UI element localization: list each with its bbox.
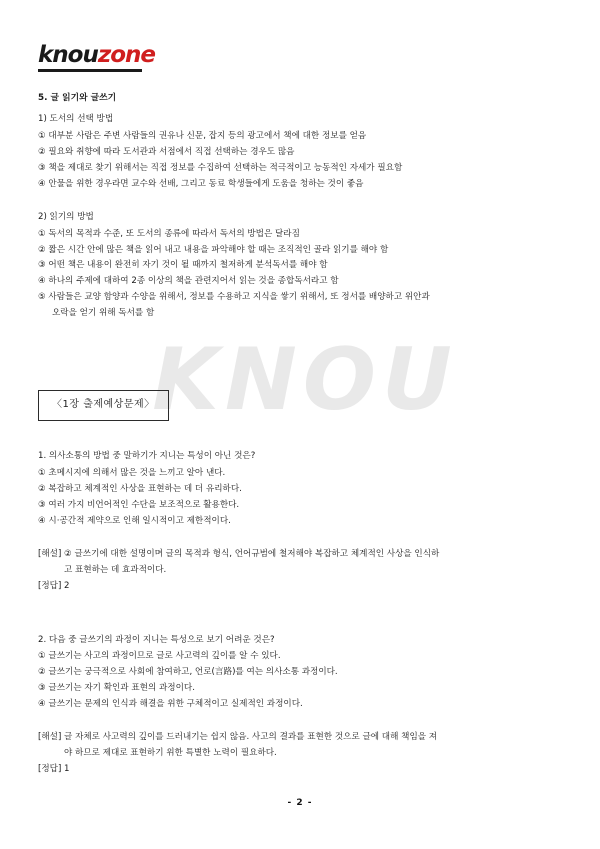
- subsection-2-item: ③ 어떤 책은 내용이 완전히 자기 것이 될 때까지 철저하게 분석독서를 해야 함: [38, 260, 328, 271]
- question-option: ④ 시·공간적 제약으로 인해 일시적이고 제한적이다.: [38, 516, 231, 527]
- question-option: ② 복잡하고 체계적인 사상을 표현하는 데 더 유리하다.: [38, 484, 242, 495]
- question-1: [38, 449, 562, 594]
- subsection-1-item: ④ 안물을 위한 경우라면 교수와 선배, 그리고 동료 학생들에게 도움을 청하는 것이 좋음: [38, 178, 364, 189]
- document-body: [38, 90, 562, 778]
- watermark: KNOU: [152, 330, 458, 430]
- subsection-1-item: ① 대부분 사람은 주변 사람들의 권유나 신문, 잡지 등의 광고에서 책에 대한 정보를 얻음: [38, 131, 367, 142]
- page-number: - 2 -: [287, 798, 313, 808]
- question-explanation: [해설] 글 자체로 사고력의 깊이를 드러내기는 쉽지 않음. 사고의 결과를 표현한 것으로 글에 대해 책임을 져: [38, 732, 438, 743]
- spacer: [38, 193, 562, 210]
- question-option: ① 초메시지에 의해서 많은 것을 느끼고 알아 낸다.: [38, 468, 226, 479]
- subsection-2-item: ⑤ 사람들은 교양 함양과 수양을 위해서, 정보를 수용하고 지식을 쌓기 위해서, 또 정서를 배양하고 위안과: [38, 292, 430, 303]
- question-explanation-continuation: 고 표현하는 데 효과적이다.: [64, 564, 167, 575]
- question-answer: [정답] 2: [38, 580, 70, 591]
- section-heading: 5. 글 읽기와 글쓰기: [38, 93, 117, 103]
- subsection-2-item: ② 짧은 시간 안에 많은 책을 읽어 내고 내용을 파악해야 할 때는 조직적인 골라 읽기를 해야 함: [38, 244, 389, 255]
- question-2: [38, 633, 562, 778]
- spacer: [38, 713, 562, 730]
- logo-text: [38, 44, 155, 67]
- subsection-2-item: ④ 하나의 주제에 대하여 2종 이상의 책을 관련지어서 읽는 것을 종합독서라고 함: [38, 276, 339, 287]
- question-explanation: [해설] ② 글쓰기에 대한 설명이며 글의 목적과 형식, 언어규범에 철저해야 복잡하고 체계적인 사상을 인식하: [38, 548, 440, 559]
- knouzone-logo: [38, 44, 155, 72]
- subsection-2-item-continuation: 오락을 얻기 위해 독서를 함: [52, 308, 155, 319]
- question-option: ① 글쓰기는 사고의 과정이므로 글로 사고력의 깊이를 알 수 있다.: [38, 651, 281, 662]
- spacer: [38, 364, 562, 390]
- question-stem: 1. 의사소통의 방법 중 말하기가 지니는 특성이 아닌 것은?: [38, 451, 256, 462]
- logo-text-nou: nou: [52, 42, 98, 68]
- spacer: [38, 595, 562, 633]
- spacer: [38, 421, 562, 449]
- subsection-1-item: ③ 책을 제대로 찾기 위해서는 직접 정보를 수집하여 선택하는 적극적이고 능동적인 자세가 필요함: [38, 162, 403, 173]
- question-stem: 2. 다음 중 글쓰기의 과정이 지니는 특성으로 보기 어려운 것은?: [38, 634, 275, 645]
- question-explanation-continuation: 야 하므로 제대로 표현하기 위한 특별한 노력이 필요하다.: [64, 747, 277, 758]
- question-option: ② 글쓰기는 궁극적으로 사회에 참여하고, 언로(言路)를 여는 의사소통 과정이다.: [38, 667, 338, 678]
- chapter-exam-title: 〈1장 출제예상문제〉: [38, 390, 169, 422]
- question-answer: [정답] 1: [38, 763, 70, 774]
- subsection-2-title: 2) 읽기의 방법: [38, 211, 94, 222]
- spacer: [38, 322, 562, 364]
- subsection-2-item: ① 독서의 목적과 수준, 또 도서의 종류에 따라서 독서의 방법은 달라짐: [38, 228, 300, 239]
- question-option: ③ 여러 가지 비언어적인 수단을 보조적으로 활용한다.: [38, 500, 240, 511]
- logo-text-zone: zone: [97, 42, 156, 68]
- logo-underline: [38, 69, 142, 72]
- question-option: ④ 글쓰기는 문제의 인식과 해결을 위한 구체적이고 실제적인 과정이다.: [38, 699, 303, 710]
- question-option: ③ 글쓰기는 자기 확인과 표현의 과정이다.: [38, 683, 195, 694]
- subsection-1-item: ② 필요와 취향에 따라 도서관과 서점에서 직접 선택하는 경우도 많음: [38, 147, 295, 158]
- logo-text-k: k: [38, 42, 53, 68]
- spacer: [38, 530, 562, 547]
- subsection-1-title: 1) 도서의 선택 방법: [38, 114, 114, 125]
